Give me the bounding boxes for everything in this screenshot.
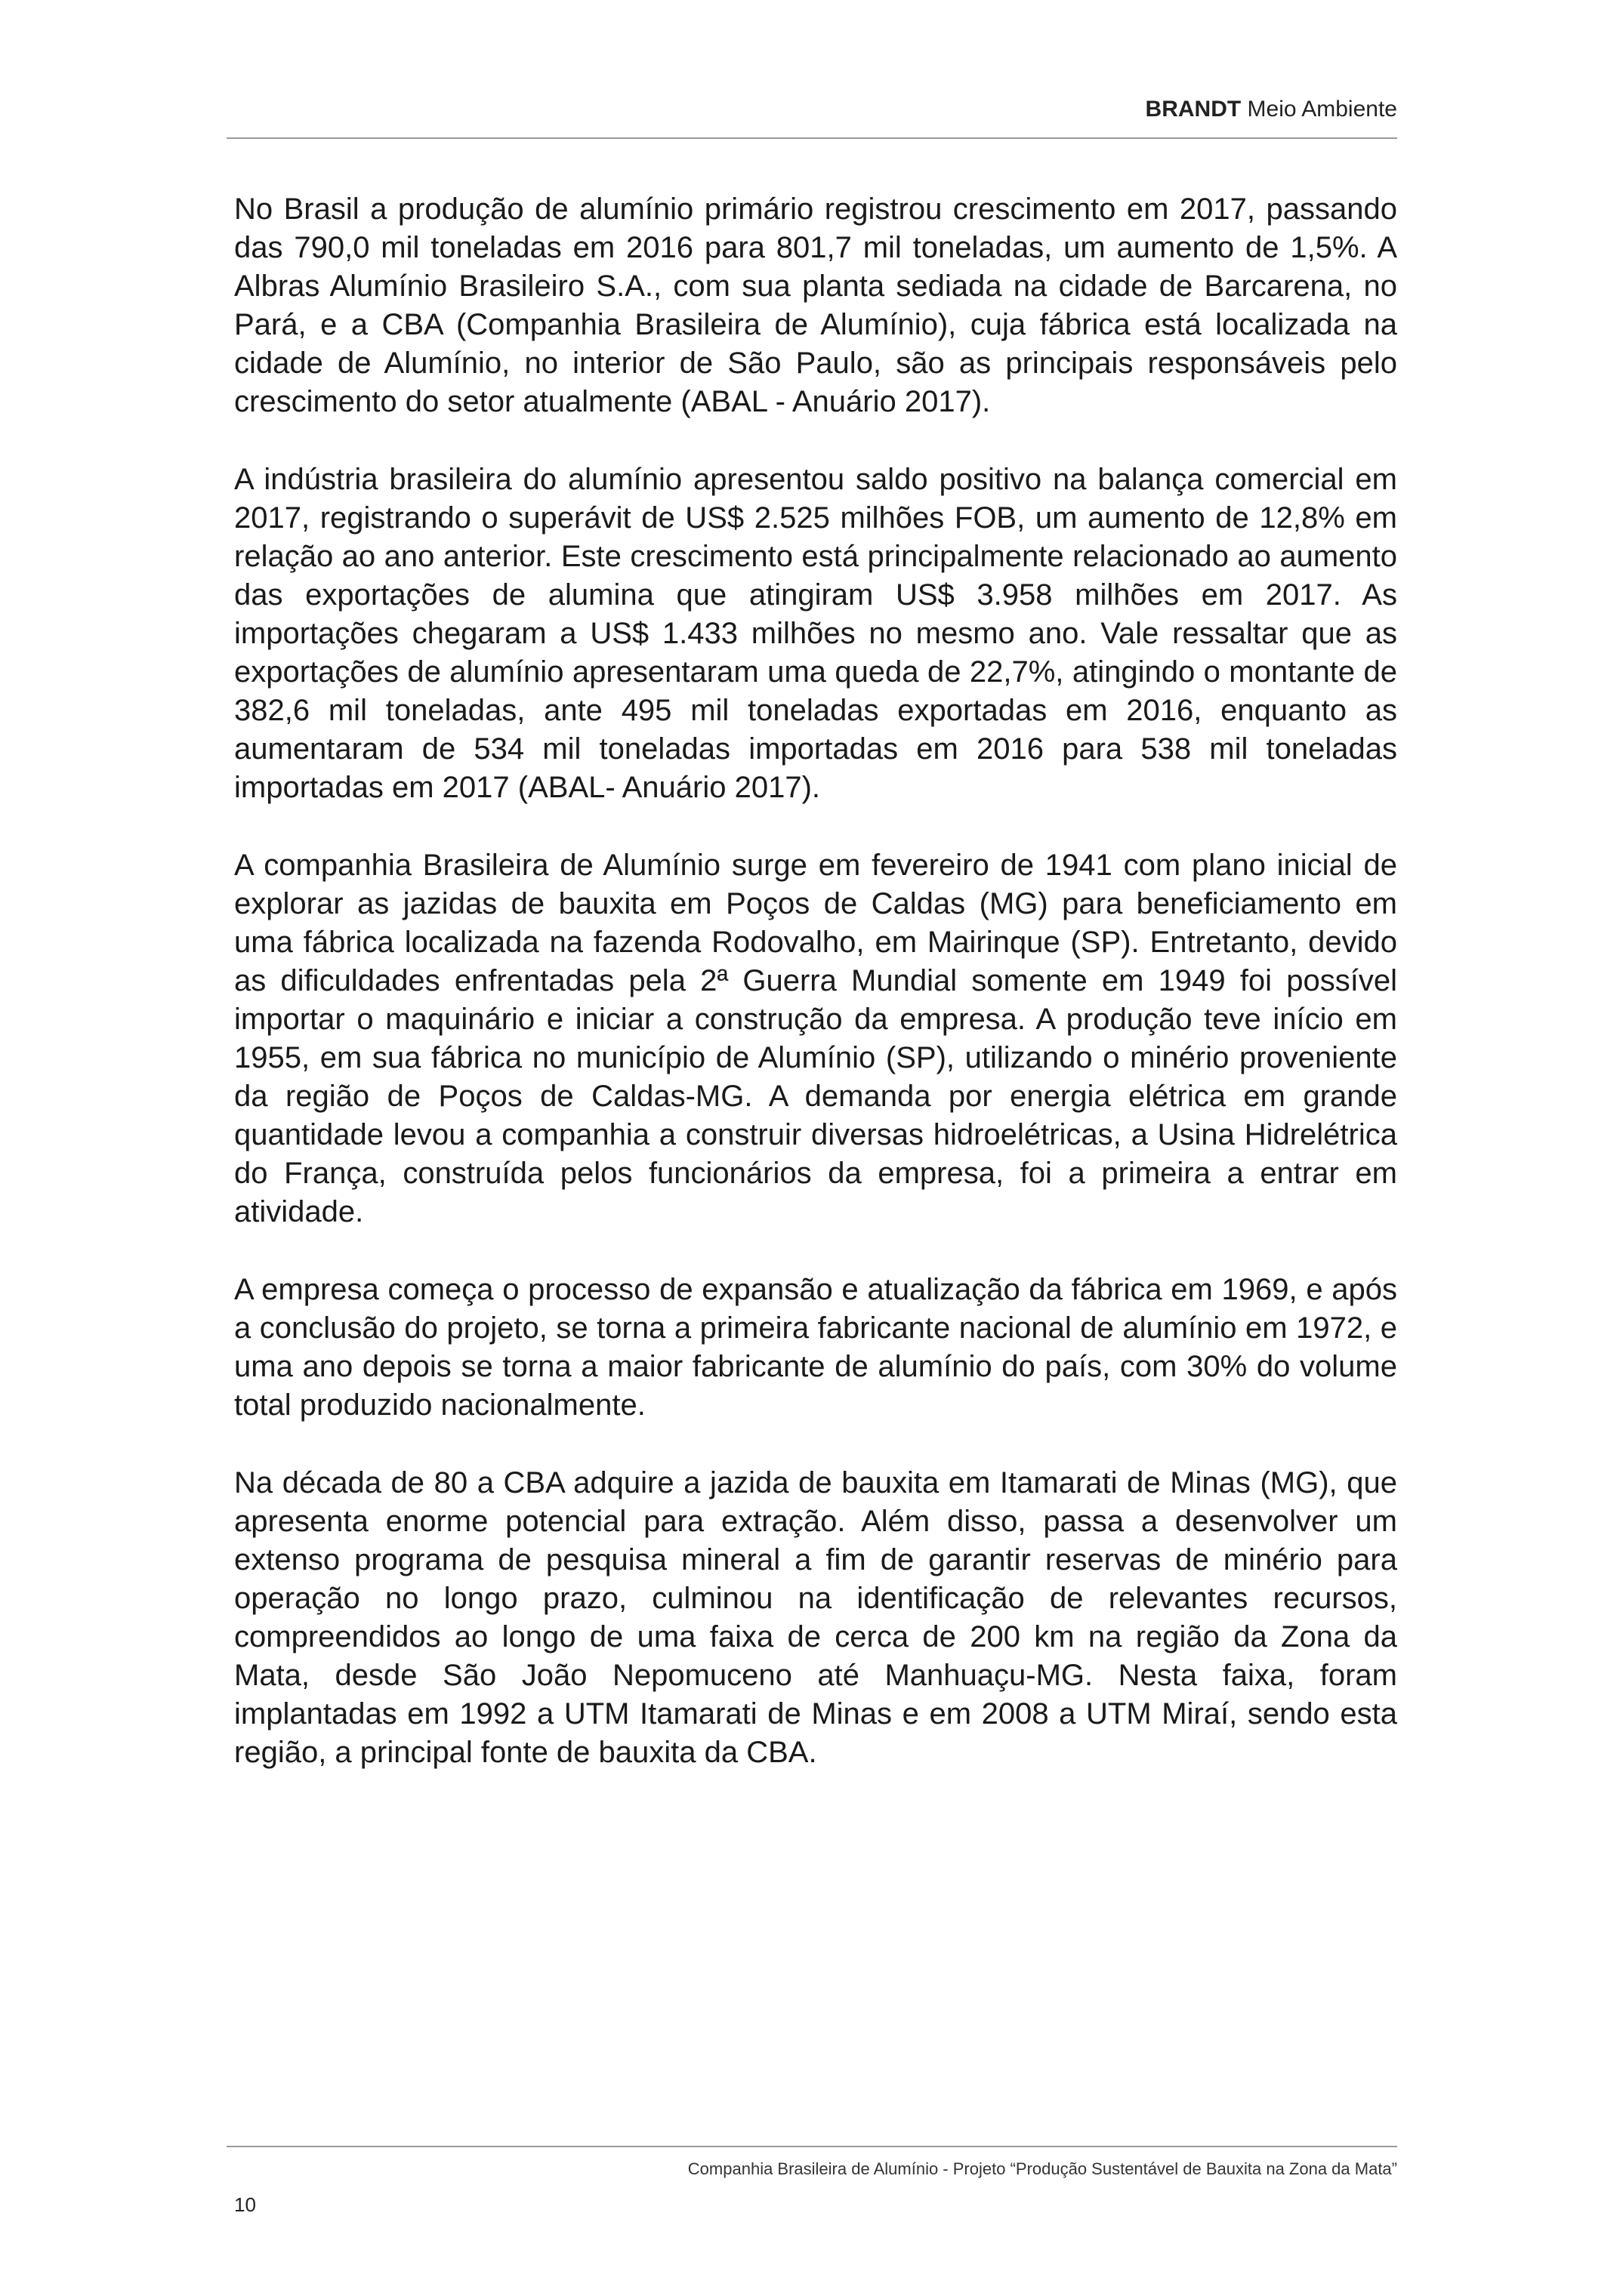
document-body xyxy=(234,190,1397,1811)
brand-name: BRANDT xyxy=(1145,97,1242,122)
footer-divider xyxy=(227,2146,1397,2147)
brand-subtitle: Meio Ambiente xyxy=(1247,97,1397,122)
paragraph: A indústria brasileira do alumínio apresentou saldo positivo na balança comercial em 2017, registrando o superávit de US$ 2.525 milhões FOB, um aumento de 12,8% em relação ao ano anterior. Este crescimento está principalmente relacionado ao aumento das exportações de alumina que atingiram US$ 3.958 milhões em 2017. As importações chegaram a US$ 1.433 milhões no mesmo ano. Vale ressaltar que as exportações de alumínio apresentaram uma queda de 22,7%, atingindo o montante de 382,6 mil toneladas, ante 495 mil toneladas exportadas em 2016, enquanto as aumentaram de 534 mil toneladas importadas em 2016 para 538 mil toneladas importadas em 2017 (ABAL- Anuário 2017). xyxy=(234,463,1397,804)
header-divider xyxy=(227,137,1397,139)
footer-title: Companhia Brasileira de Alumínio - Projeto “Produção Sustentável de Bauxita na Zona da Mata” xyxy=(687,2159,1397,2178)
paragraph: A companhia Brasileira de Alumínio surge em fevereiro de 1941 com plano inicial de explorar as jazidas de bauxita em Poços de Caldas (MG) para beneficiamento em uma fábrica localizada na fazenda Rodovalho, em Mairinque (SP). Entretanto, devido as dificuldades enfrentadas pela 2ª Guerra Mundial somente em 1949 foi possível importar o maquinário e iniciar a construção da empresa. A produção teve início em 1955, em sua fábrica no município de Alumínio (SP), utilizando o minério proveniente da região de Poços de Caldas-MG. A demanda por energia elétrica em grande quantidade levou a companhia a construir diversas hidroelétricas, a Usina Hidrelétrica do França, construída pelos funcionários da empresa, foi a primeira a entrar em atividade. xyxy=(234,849,1397,1228)
page-header xyxy=(227,97,1397,122)
paragraph: A empresa começa o processo de expansão e atualização da fábrica em 1969, e após a conclusão do projeto, se torna a primeira fabricante nacional de alumínio em 1972, e uma ano depois se torna a maior fabricante de alumínio do país, com 30% do volume total produzido nacionalmente. xyxy=(234,1273,1397,1422)
paragraph: Na década de 80 a CBA adquire a jazida de bauxita em Itamarati de Minas (MG), que apresenta enorme potencial para extração. Além disso, passa a desenvolver um extenso programa de pesquisa mineral a fim de garantir reservas de minério para operação no longo prazo, culminou na identificação de relevantes recursos, compreendidos ao longo de uma faixa de cerca de 200 km na região da Zona da Mata, desde São João Nepomuceno até Manhuaçu-MG. Nesta faixa, foram implantadas em 1992 a UTM Itamarati de Minas e em 2008 a UTM Miraí, sendo esta região, a principal fonte de bauxita da CBA. xyxy=(234,1466,1397,1769)
page-number: 10 xyxy=(234,2193,256,2216)
paragraph: No Brasil a produção de alumínio primário registrou crescimento em 2017, passando das 790,0 mil toneladas em 2016 para 801,7 mil toneladas, um aumento de 1,5%. A Albras Alumínio Brasileiro S.A., com sua planta sediada na cidade de Barcarena, no Pará, e a CBA (Companhia Brasileira de Alumínio), cuja fábrica está localizada na cidade de Alumínio, no interior de São Paulo, são as principais responsáveis pelo crescimento do setor atualmente (ABAL - Anuário 2017). xyxy=(234,193,1397,418)
